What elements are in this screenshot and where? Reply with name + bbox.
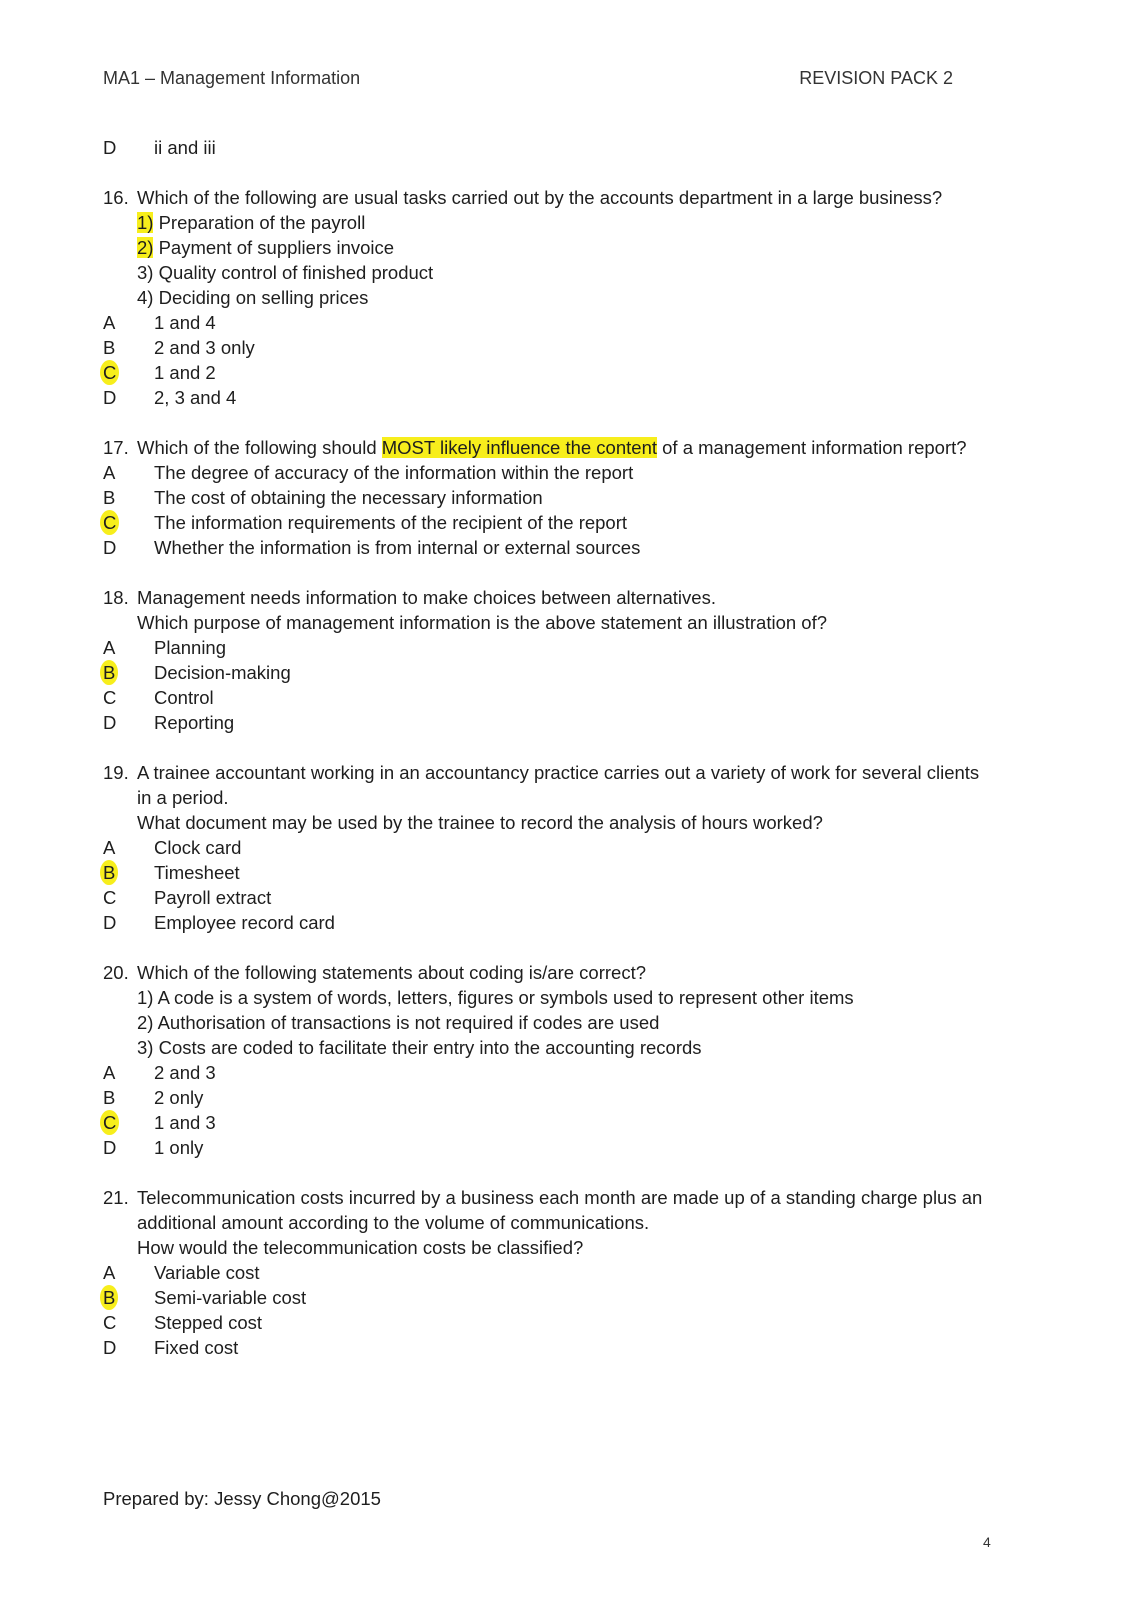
option-letter: A xyxy=(103,1062,116,1083)
header-pack-title: REVISION PACK 2 xyxy=(799,68,953,88)
option-letter: B xyxy=(103,487,116,508)
option-text: Planning xyxy=(154,637,227,658)
question-number: 18. xyxy=(103,587,129,608)
statement-text: Deciding on selling prices xyxy=(153,287,369,308)
question-text: Which purpose of management information is the above statement an illustration of? xyxy=(137,612,828,633)
option-letter: C xyxy=(103,887,117,908)
statement-marker: 4) xyxy=(137,287,154,308)
statement-marker: 3) xyxy=(137,262,154,283)
option-letter: C xyxy=(103,687,117,708)
option-letter: D xyxy=(103,712,117,733)
selected-answer-mark: C xyxy=(100,510,119,535)
option-text: 1 only xyxy=(154,1137,204,1158)
option-letter: D xyxy=(103,137,117,158)
option-text: Timesheet xyxy=(154,862,240,883)
option-text: Whether the information is from internal or external sources xyxy=(154,537,641,558)
option-text: The cost of obtaining the necessary information xyxy=(154,487,543,508)
option-letter: A xyxy=(103,312,116,333)
selected-answer-mark: B xyxy=(100,860,118,885)
statement-text: 3) Costs are coded to facilitate their entry into the accounting records xyxy=(137,1037,702,1058)
question-text: How would the telecommunication costs be classified? xyxy=(137,1237,584,1258)
statement-text: Preparation of the payroll xyxy=(153,212,366,233)
option-text: Stepped cost xyxy=(154,1312,262,1333)
option-text: Control xyxy=(154,687,214,708)
question-number: 16. xyxy=(103,187,129,208)
option-text: 2 only xyxy=(154,1087,204,1108)
option-text: Employee record card xyxy=(154,912,335,933)
option-text: The degree of accuracy of the information within the report xyxy=(154,462,634,483)
selected-answer-mark: C xyxy=(100,1110,119,1135)
option-letter: A xyxy=(103,462,116,483)
highlighted-marker: 1) xyxy=(137,212,154,233)
option-text: Payroll extract xyxy=(154,887,272,908)
question-text: What document may be used by the trainee to record the analysis of hours worked? xyxy=(137,812,823,833)
option-letter: A xyxy=(103,1262,116,1283)
question-text: A trainee accountant working in an accountancy practice carries out a variety of work for several clients xyxy=(137,762,980,783)
option-letter: D xyxy=(103,387,117,408)
header-course-title: MA1 – Management Information xyxy=(103,68,361,88)
question-text: Which of the following should xyxy=(137,437,382,458)
option-text: The information requirements of the recipient of the report xyxy=(154,512,628,533)
option-letter: C xyxy=(103,1312,117,1333)
selected-answer-mark: C xyxy=(100,360,119,385)
selected-answer-mark: B xyxy=(100,660,118,685)
question-text: Which of the following are usual tasks carried out by the accounts department in a large business? xyxy=(137,187,943,208)
option-text: 1 and 2 xyxy=(154,362,216,383)
question-text: Telecommunication costs incurred by a business each month are made up of a standing charge plus an xyxy=(137,1187,983,1208)
option-letter: D xyxy=(103,912,117,933)
option-text: ii and iii xyxy=(154,137,216,158)
question-text: in a period. xyxy=(137,787,229,808)
option-letter: D xyxy=(103,1137,117,1158)
option-letter: A xyxy=(103,637,116,658)
footer-prepared-by: Prepared by: Jessy Chong@2015 xyxy=(103,1488,381,1509)
question-number: 17. xyxy=(103,437,129,458)
option-text: Decision-making xyxy=(154,662,291,683)
option-text: Reporting xyxy=(154,712,235,733)
option-letter: D xyxy=(103,537,117,558)
question-text: of a management information report? xyxy=(657,437,967,458)
option-text: Fixed cost xyxy=(154,1337,239,1358)
option-text: Clock card xyxy=(154,837,242,858)
question-number: 20. xyxy=(103,962,129,983)
highlighted-marker: 2) xyxy=(137,237,154,258)
question-number: 21. xyxy=(103,1187,129,1208)
option-text: 1 and 3 xyxy=(154,1112,216,1133)
option-letter: D xyxy=(103,1337,117,1358)
option-text: Semi-variable cost xyxy=(154,1287,307,1308)
option-text: Variable cost xyxy=(154,1262,260,1283)
statement-text: 1) A code is a system of words, letters, figures or symbols used to represent other items xyxy=(137,987,854,1008)
option-letter: B xyxy=(103,337,116,358)
statement-text: 2) Authorisation of transactions is not required if codes are used xyxy=(137,1012,660,1033)
statement-text: Payment of suppliers invoice xyxy=(153,237,395,258)
option-letter: A xyxy=(103,837,116,858)
question-text: Which of the following statements about coding is/are correct? xyxy=(137,962,647,983)
statement-text: Quality control of finished product xyxy=(153,262,434,283)
question-text: additional amount according to the volume of communications. xyxy=(137,1212,650,1233)
option-text: 2 and 3 xyxy=(154,1062,216,1083)
option-letter: B xyxy=(103,1087,116,1108)
question-number: 19. xyxy=(103,762,129,783)
question-text: Management needs information to make choices between alternatives. xyxy=(137,587,716,608)
selected-answer-mark: B xyxy=(100,1285,118,1310)
highlighted-phrase: MOST likely influence the content xyxy=(381,437,657,458)
page-number: 4 xyxy=(983,1534,991,1550)
option-text: 2 and 3 only xyxy=(154,337,255,358)
option-text: 1 and 4 xyxy=(154,312,216,333)
option-text: 2, 3 and 4 xyxy=(154,387,237,408)
